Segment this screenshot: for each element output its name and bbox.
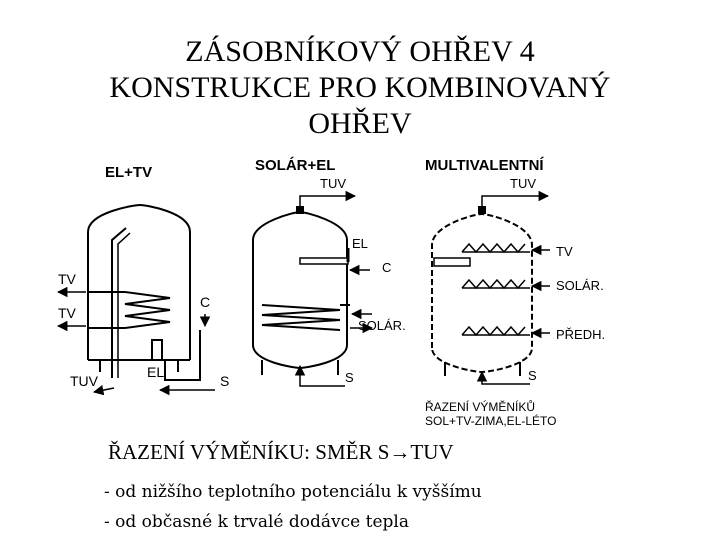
s-label-3: S [528, 368, 537, 383]
solar-label-2: SOLÁR. [358, 318, 406, 333]
electric-rod-2 [300, 258, 348, 264]
caption-heading: ŘAZENÍ VÝMĚNÍKU: SMĚR S→TUV [108, 440, 454, 464]
hot-outlet-pipe-1 [112, 228, 126, 378]
tuv-label-3: TUV [510, 176, 536, 191]
title-line-3: OHŘEV [308, 107, 412, 140]
note-line-1: ŘAZENÍ VÝMĚNÍKŮ [425, 400, 536, 414]
el-label-2: EL [352, 236, 368, 251]
heat-exchanger-coil-1 [125, 292, 170, 328]
note-line-2: SOL+TV-ZIMA,EL-LÉTO [425, 414, 557, 428]
tv-lower-label: TV [58, 305, 76, 321]
tv-label-3: TV [556, 244, 573, 259]
panel1-heading: EL+TV [105, 164, 153, 181]
s-arrow-3 [482, 372, 530, 384]
el-label-1: EL [147, 364, 165, 380]
electric-rod-3 [434, 258, 470, 266]
cold-pipe-1 [165, 330, 200, 380]
solar-coil-3 [462, 280, 525, 288]
title-line-1: ZÁSOBNÍKOVÝ OHŘEV 4 [185, 35, 535, 68]
panel3-heading: MULTIVALENTNÍ [425, 157, 544, 174]
solar-coil-2 [262, 305, 340, 330]
panel-el-tv [58, 164, 229, 392]
caption-line-1: - od nižšího teplotního potenciálu k vyššímu [104, 482, 482, 502]
s-label-1: S [220, 373, 230, 389]
hot-outlet-pipe-1-inner [118, 233, 130, 378]
tank-2 [253, 212, 347, 368]
tuv-arrow-2 [300, 196, 355, 212]
panel2-heading: SOLÁR+EL [255, 157, 336, 174]
tuv-label-1: TUV [70, 373, 98, 389]
tank-3 [432, 214, 532, 372]
c-label-1: C [200, 294, 211, 310]
tuv-label-2: TUV [320, 176, 346, 191]
tv-coil-3 [462, 244, 525, 252]
electric-element-1 [152, 340, 162, 360]
tuv-fitting-3 [478, 206, 486, 214]
caption-line-2: - od občasné k trvalé dodávce tepla [104, 512, 409, 532]
s-label-2: S [345, 370, 354, 385]
tuv-arrow-3 [482, 196, 548, 212]
panel-solar-el [253, 157, 406, 386]
c-label-2: C [382, 260, 392, 275]
preheat-label-3: PŘEDH. [556, 327, 606, 342]
title-line-2: KONSTRUKCE PRO KOMBINOVANÝ [109, 71, 611, 104]
preheat-coil-3 [462, 327, 525, 335]
tank-1 [88, 205, 190, 360]
panel-multivalent [425, 157, 605, 428]
tv-upper-label: TV [58, 271, 76, 287]
solar-label-3: SOLÁR. [556, 278, 604, 293]
